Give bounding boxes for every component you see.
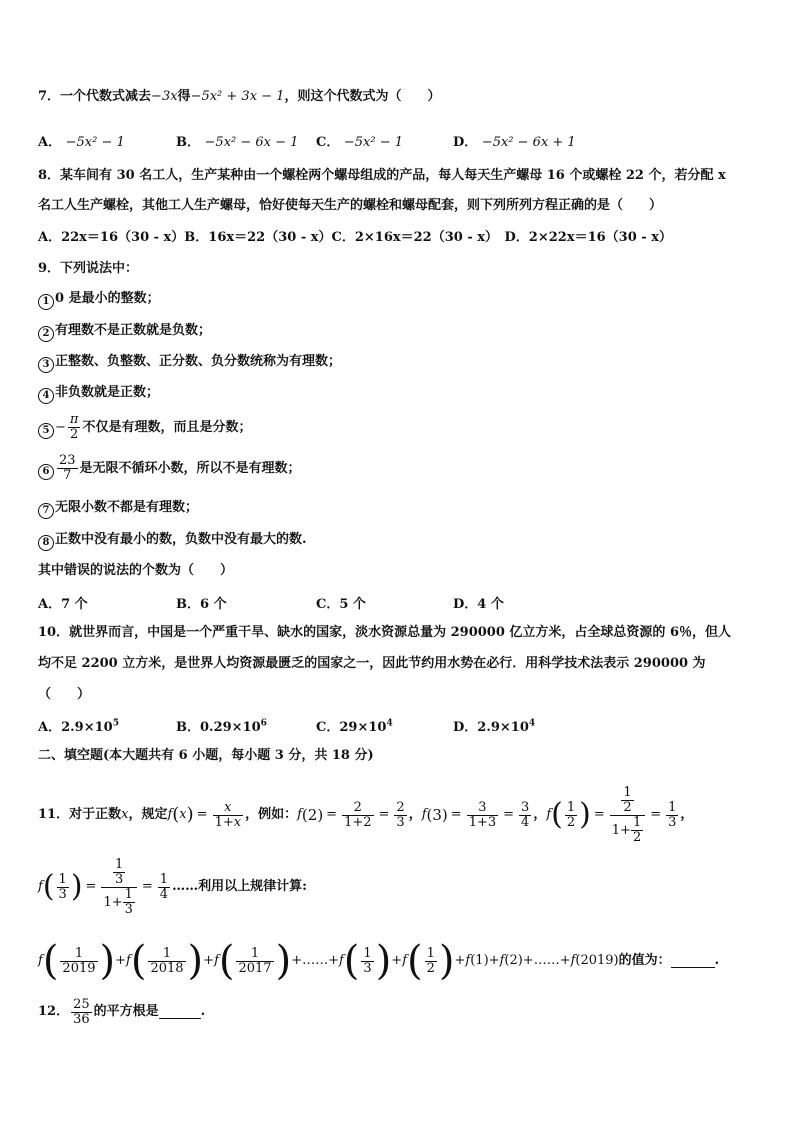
q11-f3-num: 3 [467, 801, 498, 816]
q11-fthird-num-frac [113, 858, 125, 887]
q11-example-text: ，例如： [245, 807, 298, 822]
q11-f3-result [519, 801, 531, 830]
q11-half-arg [565, 801, 577, 830]
q11-paren-left: ( [218, 938, 235, 984]
q7-option-d-label: D． [453, 135, 478, 150]
q11-definition-lhs: f [167, 807, 173, 822]
q11-f2-arg: (2) [301, 806, 324, 824]
q11-sum-arg-3 [361, 947, 373, 976]
q12-lead: 12． [38, 1004, 70, 1019]
q12-end: . [200, 1004, 206, 1019]
q11-sum-f: f [499, 953, 505, 968]
q7-option-c-label: C． [316, 135, 340, 150]
q11-paren-right: ) [275, 938, 292, 984]
q11-sum-f: f [126, 953, 131, 968]
q9-option-a-label: A． [38, 597, 62, 612]
q11-paren-right: ) [187, 938, 204, 984]
q11-end: . [714, 953, 720, 968]
q11-definition-fraction [213, 801, 244, 830]
q11-f3-res-den: 4 [521, 814, 530, 830]
q11-fhalf-num-frac [621, 786, 633, 815]
question-7-stem [38, 88, 440, 106]
q11-nested-num: 1 [124, 886, 133, 902]
question-12 [38, 992, 205, 1032]
q7-option-a-value: −5x² − 1 [65, 135, 125, 150]
q11-sum-den: 3 [363, 960, 372, 976]
q11-nested-den: 3 [115, 871, 124, 887]
q11-nested-den: 2 [632, 829, 642, 845]
q11-f3-arg: (3) [426, 806, 448, 824]
q10-option-d-exponent: 4 [528, 718, 536, 729]
q11-fhalf-num [610, 786, 645, 816]
q11-def-num: x [213, 801, 244, 816]
q11-paren: ) [186, 804, 194, 825]
question-11-line-1 [38, 780, 693, 850]
question-9-stem: 9．下列说法中： [38, 261, 139, 276]
q9-option-d [453, 593, 504, 612]
q9-item-7 [38, 499, 198, 519]
q11-ellipsis: +……+ [291, 953, 339, 968]
q12-text: 的平方根是 [93, 1004, 159, 1019]
question-10-line-2: 均不足 2200 立方米，是世界人均资源最匮乏的国家之一，因此节约用水势在必行．用科学技术法表示 290000 为 [38, 656, 706, 671]
q11-f3: f [421, 807, 427, 822]
q12-fraction [71, 998, 92, 1027]
question-11-line-2 [38, 852, 307, 922]
q7-option-c-value: −5x² − 1 [343, 135, 404, 150]
question-10-line-1: 10．就世界而言，中国是一个严重干旱、缺水的国家，淡水资源总量为 290000 亿立方米，占全球总资源的 6％，但人 [38, 625, 731, 640]
q11-sum-num: 1 [236, 947, 273, 962]
q11-f2-num: 2 [342, 801, 373, 816]
q7-option-a [38, 131, 125, 150]
q11-def-den: 1+x [214, 814, 242, 830]
q11-fthird-fraction [101, 858, 136, 917]
question-10-line-3: （ ） [38, 687, 91, 702]
q11-half-den: 2 [566, 814, 576, 830]
q11-fthird-num [101, 858, 136, 888]
section-2-heading: 二、填空题(本大题共有 6 小题，每小题 3 分，共 18 分) [38, 748, 374, 763]
q7-option-d-value: −5x² − 6x + 1 [481, 135, 576, 150]
q9-option-b-value: 6 个 [200, 597, 227, 612]
q9-item-5-minus: − [55, 420, 66, 435]
q9-item-5-fraction [68, 413, 81, 442]
q7-option-c [316, 131, 403, 150]
q9-option-c-label: C． [316, 597, 340, 612]
q11-paren-right: ) [579, 797, 591, 832]
q11-answer-blank[interactable] [671, 955, 715, 968]
q10-option-c-exponent: 4 [386, 718, 393, 729]
question-8-line-1: 8．某车间有 30 名工人，生产某种由一个螺栓两个螺母组成的产品，每人每天生产螺母 16 个或螺栓 22 个，若分配 x [38, 168, 726, 183]
question-8-line-2: 名工人生产螺栓，其他工人生产螺母，恰好使每天生产的螺栓和螺母配套，则下列所列方程正确的是（ ） [38, 198, 663, 213]
circled-number-4: 4 [38, 388, 54, 404]
q9-item-3-text: 正整数、负整数、正分数、负分数统称为有理数； [55, 354, 342, 369]
q9-item-6 [38, 454, 301, 483]
q11-paren: ( [172, 804, 180, 825]
q9-item-2-text: 有理数不是正数就是负数； [55, 323, 212, 338]
question-9-question: 其中错误的说法的个数为（ ） [38, 563, 234, 578]
q11-paren-left: ( [130, 938, 147, 984]
q9-item-1 [38, 290, 160, 310]
q11-paren-left: ( [551, 797, 563, 832]
q9-option-c-value: 5 个 [339, 597, 366, 612]
q11-fhalf-fraction [610, 786, 645, 845]
q11-sum-arg-2017 [236, 947, 273, 976]
q7-option-b-value: −5x² − 6x − 1 [204, 135, 299, 150]
q9-option-c [316, 593, 366, 612]
q11-define-text: ，规定 [128, 807, 168, 822]
q11-fhalf-res-num: 1 [668, 799, 677, 815]
q9-option-b [176, 593, 227, 612]
q10-option-c [316, 716, 393, 735]
q9-item-8-text: 正数中没有最小的数，负数中没有最大的数. [55, 532, 307, 547]
q7-option-b [176, 131, 298, 150]
q11-comma: ， [533, 807, 547, 822]
q9-option-d-value: 4 个 [477, 597, 504, 612]
q11-sum-num: 1 [60, 947, 97, 962]
q11-sum-arg-2019 [60, 947, 97, 976]
q11-sum-num: 1 [148, 947, 185, 962]
q11-paren-left: ( [407, 938, 423, 984]
circled-number-3: 3 [38, 357, 54, 373]
q11-sum-den: 2 [426, 960, 435, 976]
q11-paren-right: ) [99, 938, 116, 984]
q11-sum-arg-2018 [148, 947, 185, 976]
q9-item-6-text: 是无限不循环小数，所以不是有理数； [79, 461, 301, 476]
q11-f3-den: 1+3 [468, 814, 497, 830]
q9-item-4 [38, 384, 159, 404]
q11-fthird: f [38, 879, 43, 894]
q11-paren-right: ) [438, 938, 455, 984]
q11-sum-den: 2017 [238, 960, 272, 976]
q11-fthird-den: 1+ $\frac{1}{3}$ [103, 886, 133, 917]
q11-sum-den: 2019 [62, 960, 96, 976]
q9-option-a-value: 7 个 [61, 597, 88, 612]
q10-option-d [453, 716, 535, 735]
q10-option-b [176, 716, 267, 735]
q11-third-den: 3 [58, 886, 67, 902]
q11-equals: = [326, 807, 338, 822]
q11-sum-f: f [465, 953, 471, 968]
q11-variable: x [121, 807, 129, 822]
q9-item-5-numerator: π [69, 412, 79, 427]
q11-lead: 11．对于正数 [38, 807, 122, 822]
q9-item-6-denominator: 7 [63, 468, 72, 483]
q11-fthird-result [158, 873, 170, 902]
circled-number-7: 7 [38, 503, 54, 519]
q11-paren-left: ( [343, 938, 360, 984]
q11-sum-den: 2018 [150, 960, 184, 976]
q11-equals: = [196, 807, 208, 822]
q7-text-c: ，则这个代数式为（ ） [284, 89, 441, 104]
q11-fhalf-den-frac [631, 816, 643, 845]
q7-text-b: 得 [177, 89, 191, 104]
q11-nested-num: 1 [115, 856, 124, 872]
q7-option-d [453, 131, 576, 150]
q11-sum-f: f [570, 953, 576, 968]
q11-comma: ， [408, 807, 422, 822]
q7-option-a-label: A． [38, 135, 62, 150]
q11-ellipsis: +……+ [522, 953, 571, 968]
q11-fthird-res-den: 4 [159, 886, 169, 902]
q9-option-d-label: D． [453, 597, 478, 612]
q10-option-d-label: D． [453, 720, 478, 735]
q11-sum-num: 1 [363, 945, 372, 961]
q9-item-5-text: 不仅是有理数，而且是分数； [82, 420, 252, 435]
q9-item-4-text: 非负数就是正数； [55, 385, 160, 400]
q9-option-b-label: B． [176, 597, 200, 612]
q11-third-num: 1 [58, 871, 67, 887]
q11-nested-num: 1 [632, 814, 642, 830]
q11-sum-arg-2 [425, 947, 437, 976]
q11-sum-f: f [402, 953, 408, 968]
q11-sum-f: f [38, 953, 43, 968]
q11-equals: = [378, 807, 390, 822]
q11-nested-den: 2 [623, 799, 632, 815]
q10-option-b-base: 0.29×10 [200, 720, 261, 735]
q11-equals: = [85, 879, 97, 894]
circled-number-6: 6 [38, 464, 54, 480]
q9-item-5 [38, 413, 251, 442]
q9-item-1-text: 0 是最小的整数； [55, 291, 160, 306]
q11-equals: = [503, 807, 515, 822]
q11-f2-fraction [342, 801, 373, 830]
q9-item-2 [38, 322, 211, 342]
q11-f3-res-num: 3 [521, 799, 530, 815]
q11-nested-num: 1 [623, 784, 632, 800]
circled-number-1: 1 [38, 294, 54, 310]
question-11-line-3: f ( $\frac{1}{2019}$ ) + f ( $\frac{1}{2018}$ ) + f ( $\frac{1}{2017}$ ) +……+ f ( $\frac{1}{3}$ ) + f ( $\frac{1}{2}$ ) + f (1) + f (2) +……+ f (2019) 的值为： . [38, 938, 720, 984]
q11-fhalf-den: 1+ $\frac{1}{2}$ [611, 814, 642, 845]
q10-option-a-label: A． [38, 720, 62, 735]
q11-sum-num: 1 [426, 945, 435, 961]
q11-f2-res-num: 2 [396, 799, 405, 815]
q11-equals: = [593, 807, 605, 822]
q11-f3-fraction [467, 801, 498, 830]
q10-option-a [38, 716, 119, 735]
q9-item-6-numerator: 23 [59, 453, 76, 468]
q11-sum-f: f [338, 953, 344, 968]
q9-item-3 [38, 353, 341, 373]
q11-fhalf-result [666, 801, 678, 830]
q10-option-b-exponent: 6 [260, 718, 267, 729]
q11-half-num: 1 [566, 799, 576, 815]
q11-nested-den: 3 [124, 901, 133, 917]
q9-item-5-denominator: 2 [70, 427, 79, 442]
q11-paren-left: ( [42, 938, 59, 984]
q11-def-var: x [179, 807, 187, 822]
q11-value-text: 的值为： [618, 953, 671, 968]
q11-fhalf: f [546, 807, 552, 822]
q10-option-d-base: 2.9×10 [477, 720, 529, 735]
q11-paren-right: ) [70, 869, 83, 904]
q12-answer-blank[interactable] [159, 1006, 201, 1019]
q9-option-a [38, 593, 88, 612]
q11-comma: ， [680, 807, 694, 822]
circled-number-5: 5 [38, 423, 54, 439]
q7-text-a: 7．一个代数式减去 [38, 89, 152, 104]
q11-dots-text: ……利用以上规律计算: [172, 879, 307, 894]
q11-third-arg [57, 873, 69, 902]
q11-sum-f2019: (2019) [575, 953, 619, 968]
q10-option-a-exponent: 5 [112, 718, 119, 729]
q11-fthird-den-frac [123, 888, 135, 917]
q11-f2: f [297, 807, 302, 822]
q9-item-7-text: 无限小数不都是有理数； [55, 500, 199, 515]
q11-sum-f: f [214, 953, 219, 968]
circled-number-8: 8 [38, 535, 54, 551]
q10-option-c-base: 29×10 [339, 720, 387, 735]
q7-expr1: −3x [151, 89, 178, 104]
q10-option-c-label: C． [316, 720, 340, 735]
q11-paren-left: ( [42, 869, 55, 904]
q11-sum-f1: (1) [470, 953, 489, 968]
q10-option-a-base: 2.9×10 [61, 720, 113, 735]
q12-denominator: 36 [73, 1011, 90, 1027]
q11-f2-result [394, 801, 406, 830]
q7-option-b-label: B． [176, 135, 200, 150]
q11-paren-right: ) [375, 938, 392, 984]
q11-fhalf-res-den: 3 [668, 814, 677, 830]
q11-sum-f2: (2) [504, 953, 523, 968]
q12-numerator: 25 [73, 996, 90, 1012]
q7-expr2: −5x² + 3x − 1 [190, 89, 285, 104]
q11-equals: = [650, 807, 662, 822]
q11-fthird-res-num: 1 [159, 871, 169, 887]
circled-number-2: 2 [38, 326, 54, 342]
q9-item-8 [38, 531, 307, 551]
q11-f2-res-den: 3 [396, 814, 405, 830]
question-8-options: A．22x＝16（30 - x）B．16x＝22（30 - x）C．2×16x＝22（30 - x） D．2×22x＝16（30 - x） [38, 230, 672, 245]
q10-option-b-label: B． [176, 720, 200, 735]
q9-item-6-fraction [57, 454, 78, 483]
q11-equals: = [450, 807, 462, 822]
q11-equals: = [141, 879, 153, 894]
q11-f2-den: 1+2 [344, 814, 372, 830]
